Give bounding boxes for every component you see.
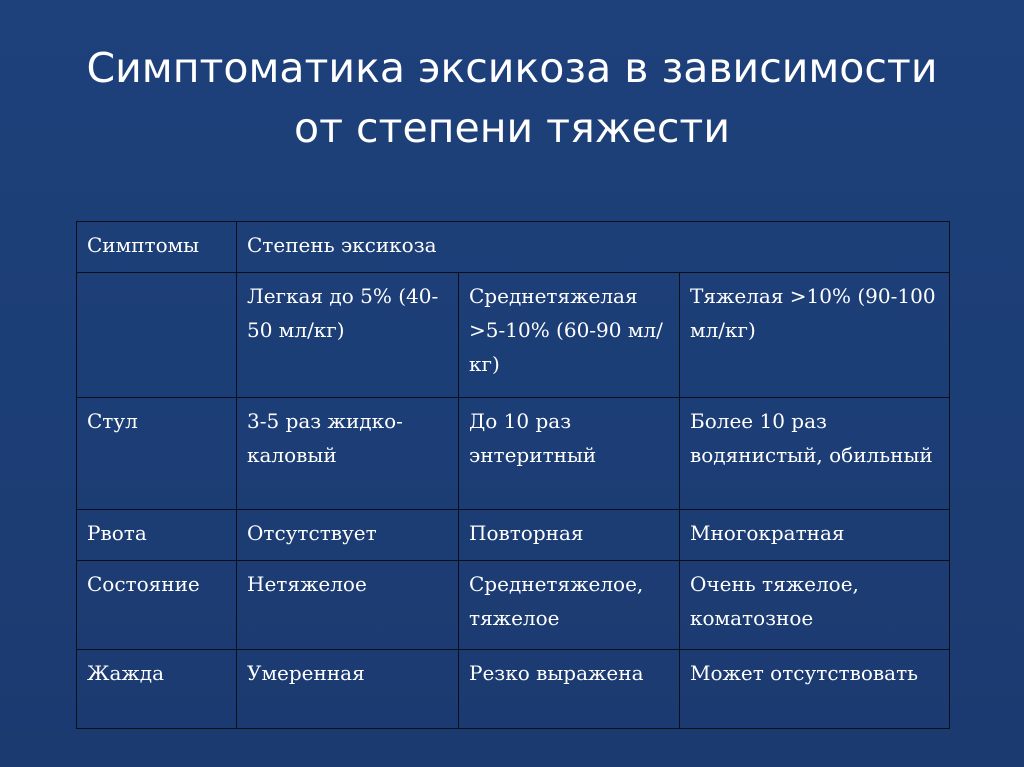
table-cell: Резко выражена [459, 650, 680, 729]
empty-cell [77, 273, 237, 398]
table-row [77, 650, 950, 729]
table-header-row [77, 222, 950, 273]
table-cell: Среднетяжелое, тяжелое [459, 561, 680, 650]
table-cell: Очень тяжелое, коматозное [680, 561, 950, 650]
header-cell-symptoms: Симптомы [77, 222, 237, 273]
row-label: Жажда [77, 650, 237, 729]
degree-cell-severe: Тяжелая >10% (90-100 мл/кг) [680, 273, 950, 398]
degree-cell-moderate: Среднетяжелая >5-10% (60-90 мл/кг) [459, 273, 680, 398]
table-row [77, 398, 950, 510]
table-row [77, 561, 950, 650]
table-cell: Повторная [459, 510, 680, 561]
row-label: Состояние [77, 561, 237, 650]
slide-title: Симптоматика эксикоза в зависимости от степени тяжести [86, 44, 938, 152]
degree-cell-mild: Легкая до 5% (40-50 мл/кг) [237, 273, 459, 398]
table-cell: Умеренная [237, 650, 459, 729]
symptoms-table [76, 221, 950, 729]
table-cell: Нетяжелое [237, 561, 459, 650]
header-cell-degree: Степень эксикоза [237, 222, 950, 273]
table-cell: Более 10 раз водянистый, обильный [680, 398, 950, 510]
table-cell: До 10 раз энтеритный [459, 398, 680, 510]
table-cell: 3-5 раз жидко-каловый [237, 398, 459, 510]
table-cell: Может отсутствовать [680, 650, 950, 729]
table-cell: Многократная [680, 510, 950, 561]
row-label: Стул [77, 398, 237, 510]
table-cell: Отсутствует [237, 510, 459, 561]
degree-row [77, 273, 950, 398]
row-label: Рвота [77, 510, 237, 561]
table-row [77, 510, 950, 561]
